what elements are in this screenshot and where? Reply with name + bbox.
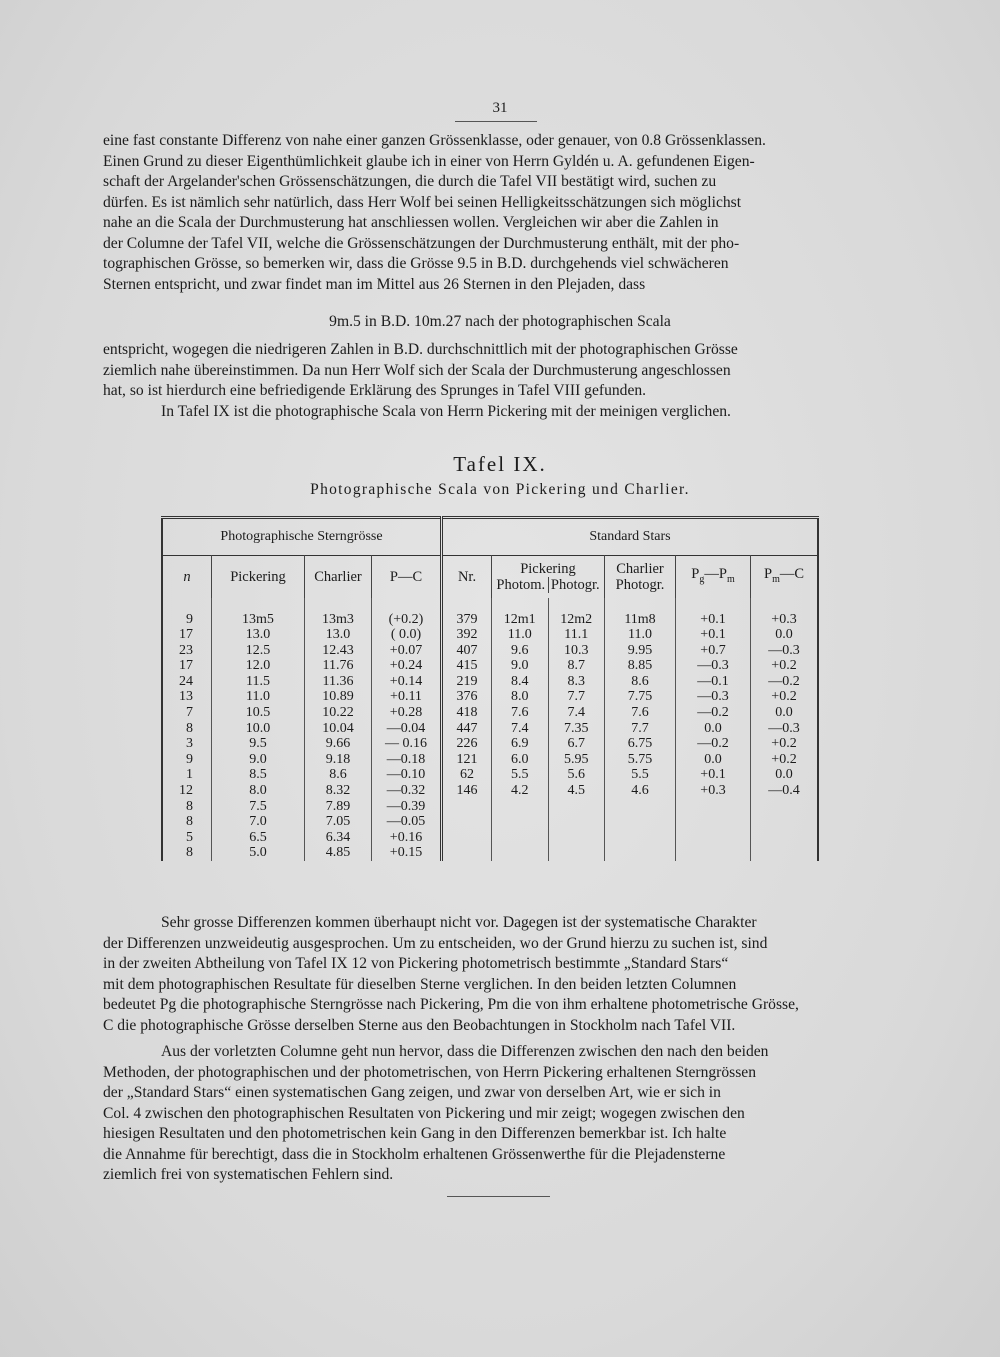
cell-pmc: —0.4 bbox=[768, 783, 800, 799]
cell-p: 9.0 bbox=[212, 752, 305, 768]
text-line: Sternen entspricht, und zwar findet man im Mittel aus 26 Sternen in den Plejaden, dass bbox=[103, 275, 646, 293]
cell-nr: 376 bbox=[442, 689, 492, 705]
cell-pgpm: 0.0 bbox=[676, 752, 751, 768]
col-header-nr: Nr. bbox=[442, 556, 492, 598]
cell-pmc: 0.0 bbox=[775, 705, 793, 721]
paragraph-3 bbox=[103, 913, 877, 1036]
cell-n: 9 bbox=[162, 598, 212, 628]
cell-c: 6.34 bbox=[305, 830, 372, 846]
cell-n: 12 bbox=[162, 783, 212, 799]
cell-p: 10.0 bbox=[212, 721, 305, 737]
cell-nr: 121 bbox=[442, 752, 492, 768]
cell-photogr: 8.7 bbox=[548, 658, 605, 674]
cell-photogr bbox=[548, 830, 605, 846]
cell-photogr bbox=[548, 799, 605, 815]
charlier-std-label: Charlier bbox=[616, 560, 664, 577]
cell-c: 8.32 bbox=[305, 783, 372, 799]
col-header-photom: Photom. bbox=[494, 577, 549, 593]
col-header-photogr: Photogr. bbox=[550, 576, 600, 593]
cell-ch: 8.6 bbox=[605, 674, 676, 690]
cell-nr: 418 bbox=[442, 705, 492, 721]
cell-pgpm bbox=[676, 799, 751, 815]
cell-pmc bbox=[751, 830, 819, 846]
cell-pc: —0.05 bbox=[372, 814, 442, 830]
cell-pmc: 0.0 bbox=[775, 767, 793, 783]
cell-c: 9.18 bbox=[305, 752, 372, 768]
charlier-std-photogr: Photogr. bbox=[615, 576, 665, 593]
group-header-sterngroesse: Photographische Sterngrösse bbox=[162, 518, 442, 556]
cell-c: 12.43 bbox=[305, 643, 372, 659]
table-row bbox=[162, 752, 818, 768]
text-line: ziemlich frei von systematischen Fehlern sind. bbox=[103, 1166, 394, 1183]
cell-c: 11.76 bbox=[305, 658, 372, 674]
text-line: Sehr grosse Differenzen kommen überhaupt nicht vor. Dagegen ist der systematische Charakter bbox=[161, 914, 757, 931]
cell-pmc: —0.3 bbox=[768, 720, 800, 736]
table-row bbox=[162, 674, 818, 690]
cell-pc: +0.28 bbox=[372, 705, 442, 721]
cell-nr: 219 bbox=[442, 674, 492, 690]
cell-c: 10.89 bbox=[305, 689, 372, 705]
cell-p: 11.5 bbox=[212, 674, 305, 690]
table-title: Tafel IX. bbox=[453, 452, 547, 476]
cell-photom bbox=[492, 799, 549, 815]
page-number: 31 bbox=[492, 100, 508, 116]
table-row bbox=[162, 736, 818, 752]
text-line: der „Standard Stars“ einen systematischen Gang zeigen, und zwar von derselben Art, wie er sich in bbox=[103, 1084, 721, 1101]
cell-pgpm: —0.2 bbox=[676, 736, 751, 752]
cell-pmc bbox=[751, 799, 819, 815]
text-line: Col. 4 zwischen den photographischen Resultaten von Pickering und mir zeigt; wogegen zwischen den bbox=[103, 1104, 745, 1122]
cell-nr bbox=[442, 845, 492, 861]
text-line: der Differenzen unzweideutig ausgesprochen. Um zu entscheiden, wo der Grund hierzu zu suchen ist, sind bbox=[103, 934, 768, 952]
cell-pmc: —0.2 bbox=[768, 673, 800, 689]
cell-pmc bbox=[751, 814, 819, 830]
cell-ch: 8.85 bbox=[605, 658, 676, 674]
col-header-pickering: Pickering bbox=[212, 556, 305, 598]
cell-n: 17 bbox=[162, 658, 212, 674]
table-row bbox=[162, 783, 818, 799]
cell-pgpm: —0.3 bbox=[676, 689, 751, 705]
cell-pmc: +0.2 bbox=[771, 736, 797, 752]
cell-n: 8 bbox=[162, 721, 212, 737]
cell-photogr: 4.5 bbox=[548, 783, 605, 799]
cell-p: 7.0 bbox=[212, 814, 305, 830]
text-line: tographischen Grösse, so bemerken wir, dass die Grösse 9.5 in B.D. durchgehends viel schwächeren bbox=[103, 255, 729, 272]
text-line: entspricht, wogegen die niedrigeren Zahlen in B.D. durchschnittlich mit der photographischen Grösse bbox=[103, 341, 738, 358]
formula-line: 9m.5 in B.D. 10m.27 nach der photographischen Scala bbox=[329, 313, 671, 330]
table-row bbox=[162, 689, 818, 705]
cell-p: 9.5 bbox=[212, 736, 305, 752]
cell-n: 9 bbox=[162, 752, 212, 768]
cell-p: 10.5 bbox=[212, 705, 305, 721]
cell-pc: (+0.2) bbox=[372, 598, 442, 628]
cell-photogr: 8.3 bbox=[548, 674, 605, 690]
cell-photom: 11.0 bbox=[492, 627, 549, 643]
group-header-standard-stars: Standard Stars bbox=[589, 529, 671, 544]
text-line: dürfen. Es ist nämlich sehr natürlich, dass Herr Wolf bei seinen Helligkeitsschätzungen sich möglichst bbox=[103, 193, 742, 211]
cell-n: 24 bbox=[162, 674, 212, 690]
cell-p: 11.0 bbox=[212, 689, 305, 705]
cell-p: 8.5 bbox=[212, 767, 305, 783]
cell-ch: 5.75 bbox=[605, 752, 676, 768]
cell-pc: +0.07 bbox=[372, 643, 442, 659]
text-line: Aus der vorletzten Columne geht nun hervor, dass die Differenzen zwischen den nach den beiden bbox=[161, 1043, 769, 1060]
col-header-n: n bbox=[162, 556, 212, 598]
cell-n: 1 bbox=[162, 767, 212, 783]
cell-pgpm: —0.2 bbox=[676, 705, 751, 721]
cell-ch: 9.95 bbox=[605, 643, 676, 659]
cell-nr: 146 bbox=[442, 783, 492, 799]
cell-pc: +0.24 bbox=[372, 658, 442, 674]
cell-photom: 12m1 bbox=[492, 598, 549, 628]
cell-photogr bbox=[548, 845, 605, 861]
cell-nr bbox=[442, 814, 492, 830]
cell-p: 12.5 bbox=[212, 643, 305, 659]
cell-pc: ( 0.0) bbox=[372, 627, 442, 643]
cell-pc: —0.18 bbox=[372, 752, 442, 768]
cell-photogr: 7.4 bbox=[548, 705, 605, 721]
cell-pgpm bbox=[676, 845, 751, 861]
cell-photogr: 5.95 bbox=[548, 752, 605, 768]
text-line: nahe an die Scala der Durchmusterung hat anschliessen wollen. Vergleichen wir aber die Zahlen in bbox=[103, 214, 719, 231]
cell-nr: 379 bbox=[442, 598, 492, 628]
text-line: in der zweiten Abtheilung von Tafel IX 12 von Pickering photometrisch bestimmte „Standard Stars“ bbox=[103, 955, 729, 972]
cell-p: 12.0 bbox=[212, 658, 305, 674]
cell-photogr: 6.7 bbox=[548, 736, 605, 752]
cell-c: 9.66 bbox=[305, 736, 372, 752]
table-subtitle: Photographische Scala von Pickering und Charlier. bbox=[310, 481, 690, 498]
table-row bbox=[162, 658, 818, 674]
table-row bbox=[162, 814, 818, 830]
text-line: hat, so ist hierdurch eine befriedigende Erklärung des Sprunges in Tafel VIII gefunden. bbox=[103, 382, 647, 399]
cell-photom bbox=[492, 830, 549, 846]
cell-ch bbox=[605, 799, 676, 815]
col-header-charlier-std bbox=[605, 556, 676, 598]
cell-c: 13m3 bbox=[305, 598, 372, 628]
cell-pgpm: +0.1 bbox=[676, 627, 751, 643]
cell-nr: 447 bbox=[442, 721, 492, 737]
cell-pc: —0.32 bbox=[372, 783, 442, 799]
text-line: C die photographische Grösse derselben Sterne aus den Beobachtungen in Stockholm nach Tafel VII. bbox=[103, 1016, 736, 1034]
cell-pc: —0.39 bbox=[372, 799, 442, 815]
table-row bbox=[162, 598, 818, 628]
table-row bbox=[162, 721, 818, 737]
cell-p: 5.0 bbox=[212, 845, 305, 861]
cell-c: 11.36 bbox=[305, 674, 372, 690]
cell-n: 13 bbox=[162, 689, 212, 705]
cell-p: 13m5 bbox=[212, 598, 305, 628]
cell-photom: 9.0 bbox=[492, 658, 549, 674]
cell-pmc bbox=[751, 845, 819, 861]
end-rule bbox=[447, 1196, 550, 1197]
cell-c: 10.22 bbox=[305, 705, 372, 721]
cell-pgpm: +0.3 bbox=[676, 783, 751, 799]
cell-n: 8 bbox=[162, 799, 212, 815]
cell-ch: 7.7 bbox=[605, 721, 676, 737]
cell-nr bbox=[442, 830, 492, 846]
cell-photom: 5.5 bbox=[492, 767, 549, 783]
cell-photogr: 12m2 bbox=[548, 598, 605, 628]
cell-pgpm: —0.3 bbox=[676, 658, 751, 674]
cell-pgpm: +0.7 bbox=[676, 643, 751, 659]
paragraph-4 bbox=[103, 1042, 877, 1186]
cell-photogr: 11.1 bbox=[548, 627, 605, 643]
cell-pc: +0.14 bbox=[372, 674, 442, 690]
cell-pmc: +0.2 bbox=[771, 658, 797, 674]
text-line: eine fast constante Differenz von nahe einer ganzen Grössenklasse, oder genauer, von 0.8 Grössenklassen. bbox=[103, 132, 766, 149]
cell-photogr: 7.7 bbox=[548, 689, 605, 705]
cell-pmc: +0.2 bbox=[771, 751, 797, 767]
cell-p: 7.5 bbox=[212, 799, 305, 815]
table-row bbox=[162, 705, 818, 721]
table-row bbox=[162, 830, 818, 846]
cell-pmc: +0.2 bbox=[771, 689, 797, 705]
cell-ch: 11.0 bbox=[605, 627, 676, 643]
cell-n: 3 bbox=[162, 736, 212, 752]
col-header-p-c: P—C bbox=[372, 556, 442, 598]
comparison-table bbox=[161, 516, 819, 861]
cell-ch bbox=[605, 814, 676, 830]
cell-pc: —0.10 bbox=[372, 767, 442, 783]
cell-n: 8 bbox=[162, 845, 212, 861]
cell-c: 10.04 bbox=[305, 721, 372, 737]
cell-n: 23 bbox=[162, 643, 212, 659]
table-row bbox=[162, 845, 818, 861]
text-line: In Tafel IX ist die photographische Scala von Herrn Pickering mit der meinigen verglichen. bbox=[161, 402, 731, 420]
cell-photom: 4.2 bbox=[492, 783, 549, 799]
pickering-std-label: Pickering bbox=[520, 560, 576, 577]
pickering-std-subheaders bbox=[494, 577, 602, 593]
cell-p: 8.0 bbox=[212, 783, 305, 799]
cell-pmc: 0.0 bbox=[775, 627, 793, 643]
cell-pgpm bbox=[676, 814, 751, 830]
cell-ch: 6.75 bbox=[605, 736, 676, 752]
cell-c: 4.85 bbox=[305, 845, 372, 861]
cell-n: 7 bbox=[162, 705, 212, 721]
cell-photogr: 5.6 bbox=[548, 767, 605, 783]
cell-ch bbox=[605, 830, 676, 846]
cell-ch: 7.6 bbox=[605, 705, 676, 721]
cell-nr bbox=[442, 799, 492, 815]
cell-photom: 7.4 bbox=[492, 721, 549, 737]
cell-n: 5 bbox=[162, 830, 212, 846]
cell-photom: 8.4 bbox=[492, 674, 549, 690]
cell-nr: 392 bbox=[442, 627, 492, 643]
col-header-pickering-std bbox=[492, 556, 605, 598]
text-line: mit dem photographischen Resultate für dieselben Sterne verglichen. In den beiden letzten Columnen bbox=[103, 975, 737, 993]
cell-ch: 7.75 bbox=[605, 689, 676, 705]
text-line: ziemlich nahe übereinstimmen. Da nun Herr Wolf sich der Scala der Durchmusterung angeschlossen bbox=[103, 361, 731, 379]
text-line: schaft der Argelander'schen Grössenschätzungen, die durch die Tafel VII bestätigt wird, suchen zu bbox=[103, 173, 717, 190]
cell-nr: 415 bbox=[442, 658, 492, 674]
cell-pgpm bbox=[676, 830, 751, 846]
cell-ch: 11m8 bbox=[605, 598, 676, 628]
col-header-pm-c: $P_m—C$ bbox=[763, 565, 805, 585]
cell-photom bbox=[492, 814, 549, 830]
cell-n: 17 bbox=[162, 627, 212, 643]
cell-pc: +0.15 bbox=[372, 845, 442, 861]
cell-photom: 6.9 bbox=[492, 736, 549, 752]
table-row bbox=[162, 799, 818, 815]
cell-pgpm: +0.1 bbox=[676, 767, 751, 783]
cell-photom: 6.0 bbox=[492, 752, 549, 768]
cell-pgpm: —0.1 bbox=[676, 674, 751, 690]
cell-pc: —0.04 bbox=[372, 721, 442, 737]
text-line: Einen Grund zu dieser Eigenthümlichkeit glaube ich in einer von Herrn Gyldén u. A. gefundenen Eigen- bbox=[103, 152, 755, 170]
page-number-rule bbox=[455, 121, 537, 122]
cell-pmc: +0.3 bbox=[771, 611, 797, 627]
table-row bbox=[162, 627, 818, 643]
col-header-charlier: Charlier bbox=[305, 556, 372, 598]
table-row bbox=[162, 643, 818, 659]
cell-nr: 407 bbox=[442, 643, 492, 659]
cell-c: 7.05 bbox=[305, 814, 372, 830]
cell-pmc: —0.3 bbox=[768, 642, 800, 658]
cell-ch: 4.6 bbox=[605, 783, 676, 799]
text-line: bedeutet Pg die photographische Sterngrösse nach Pickering, Pm die von ihm erhaltene photometrische Grösse, bbox=[103, 996, 799, 1013]
text-line: der Columne der Tafel VII, welche die Grössenschätzungen der Durchmusterung enthält, mit der pho- bbox=[103, 234, 740, 252]
text-line: die Annahme für berechtigt, dass die in Stockholm erhaltenen Grössenwerthe für die Plejadensterne bbox=[103, 1145, 726, 1163]
cell-c: 8.6 bbox=[305, 767, 372, 783]
table-body bbox=[162, 598, 818, 862]
cell-photom bbox=[492, 845, 549, 861]
cell-photogr: 7.35 bbox=[548, 721, 605, 737]
cell-pc: — 0.16 bbox=[372, 736, 442, 752]
paragraph-2 bbox=[103, 340, 877, 422]
text-line: hiesigen Resultaten und den photometrischen kein Gang in den Differenzen bemerkbar ist. Ich halte bbox=[103, 1125, 727, 1142]
cell-ch bbox=[605, 845, 676, 861]
cell-photom: 8.0 bbox=[492, 689, 549, 705]
cell-photogr bbox=[548, 814, 605, 830]
cell-c: 13.0 bbox=[305, 627, 372, 643]
cell-p: 13.0 bbox=[212, 627, 305, 643]
cell-c: 7.89 bbox=[305, 799, 372, 815]
cell-photogr: 10.3 bbox=[548, 643, 605, 659]
cell-photom: 7.6 bbox=[492, 705, 549, 721]
cell-ch: 5.5 bbox=[605, 767, 676, 783]
col-header-pg-pm: $P_g—P_m$ bbox=[676, 556, 751, 598]
cell-p: 6.5 bbox=[212, 830, 305, 846]
paragraph-1 bbox=[103, 131, 877, 295]
text-line: Methoden, der photographischen und der photometrischen, von Herrn Pickering erhaltenen Sterngrössen bbox=[103, 1063, 757, 1081]
cell-pgpm: 0.0 bbox=[676, 721, 751, 737]
cell-n: 8 bbox=[162, 814, 212, 830]
cell-pgpm: +0.1 bbox=[676, 598, 751, 628]
cell-nr: 62 bbox=[442, 767, 492, 783]
table-row bbox=[162, 767, 818, 783]
cell-pc: +0.16 bbox=[372, 830, 442, 846]
cell-pc: +0.11 bbox=[372, 689, 442, 705]
cell-photom: 9.6 bbox=[492, 643, 549, 659]
cell-nr: 226 bbox=[442, 736, 492, 752]
